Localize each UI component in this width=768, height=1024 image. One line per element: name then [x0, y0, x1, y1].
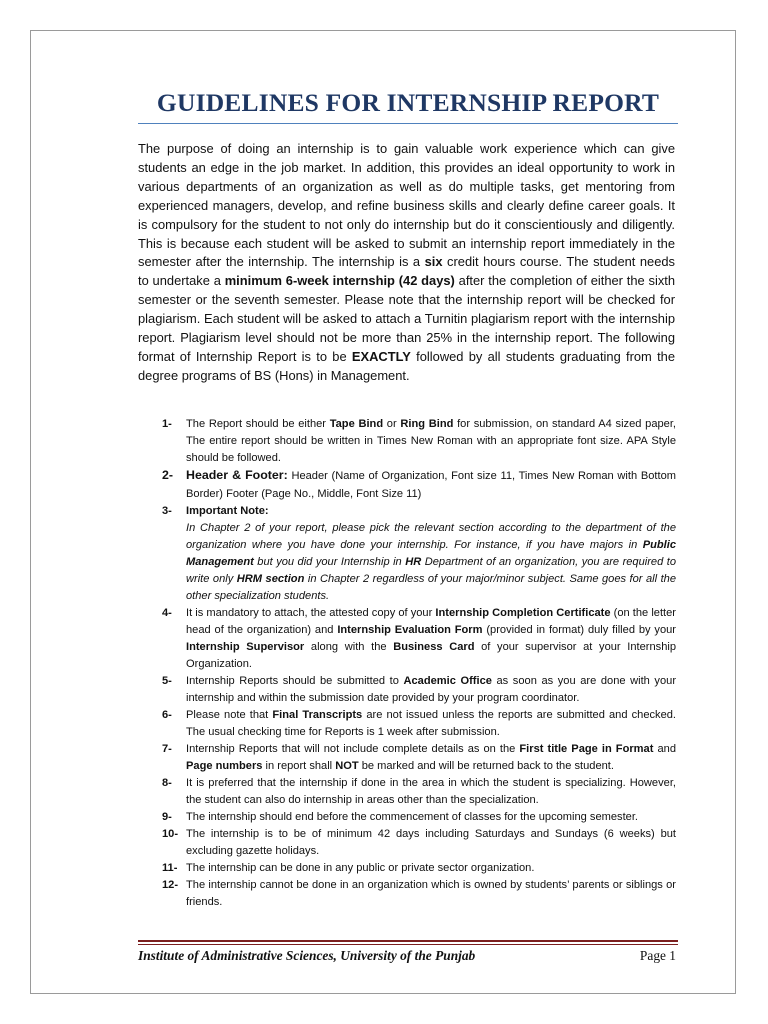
item-bold: Internship Supervisor	[186, 641, 305, 653]
intro-paragraph	[138, 140, 675, 386]
item-number: 11-	[162, 862, 178, 874]
intro-text-4: followed by all students graduating from the degree programs of BS (Hons) in Management.	[138, 348, 675, 383]
item-bold: NOT	[335, 760, 359, 772]
intro-bold-duration: minimum 6-week internship (42 days)	[224, 273, 455, 289]
item-number: 6-	[162, 709, 172, 721]
item-bold: First title Page in Format	[519, 743, 654, 755]
item-number: 5-	[162, 675, 172, 687]
item-text: It is mandatory to attach, the attested copy of your	[186, 607, 436, 619]
item-text: It is preferred that the internship if done in the area in which the student is specializing. However, the student can also do internship in areas other than the specialization.	[186, 777, 676, 806]
intro-text-2: credit hours course. The student needs to undertake a	[138, 254, 675, 289]
item-text: be marked and will be returned back to the student.	[358, 760, 614, 772]
item-text: of your supervisor at your Internship Organization.	[186, 641, 676, 670]
item-bold: Page numbers	[186, 760, 263, 772]
list-item	[138, 877, 676, 911]
item-text: are not issued unless the reports are submitted and checked. The usual checking time for Reports is 1 week after submission.	[186, 709, 677, 738]
item-bold: HRM section	[236, 573, 305, 585]
item-number: 12-	[162, 879, 179, 891]
intro-bold-six: six	[424, 254, 443, 270]
footer-institution: Institute of Administrative Sciences, University of the Punjab	[138, 948, 476, 963]
list-item	[138, 826, 676, 860]
list-item	[138, 707, 676, 741]
item-text: In Chapter 2 of your report, please pick the relevant section according to the department of the organization where you have done your internship. For instance, if you have majors in	[186, 522, 676, 551]
intro-text-1: The purpose of doing an internship is to gain valuable work experience which can give students an edge in the job market. In addition, this provides an ideal opportunity to work in various departments of an organization as well as do multiple tasks, get mentoring from experienced managers, develop, and refine business skills and clearly define career goals. It is compulsory for the student to not only do internship but do it conscientiously and diligently. This is because each student will be asked to submit an internship report immediately in the semester after the internship. The internship is a	[138, 141, 675, 270]
item-bold: Ring Bind	[400, 418, 454, 430]
item-bold: Internship Evaluation Form	[337, 624, 483, 636]
item-bold: Business Card	[393, 641, 475, 653]
guidelines-list	[138, 416, 676, 911]
footer-rule-thin	[138, 944, 678, 945]
page-title: GUIDELINES FOR INTERNSHIP REPORT	[156, 88, 660, 117]
list-item	[138, 605, 676, 673]
item-number: 1-	[162, 418, 172, 430]
item-bold: Academic Office	[403, 675, 492, 687]
item-text: Please note that	[186, 709, 273, 721]
item-text: The internship cannot be done in an organization which is owned by students’ parents or siblings or friends.	[186, 879, 676, 908]
item-number: 7-	[162, 743, 172, 755]
item-text: The internship should end before the commencement of classes for the upcoming semester.	[186, 811, 639, 823]
intro-text-3: after the completion of either the sixth semester or the seventh semester. Please note that the internship report will be checked for plagiarism. Each student will be asked to attach a Turnitin plagiarism report with the internship report. Plagiarism level should not be more than 25% in the internship report. The following format of Internship Report is to be	[138, 273, 676, 364]
item-text: or	[383, 418, 401, 430]
list-item	[138, 467, 676, 503]
important-note-heading: Important Note:	[186, 505, 269, 517]
list-item	[138, 503, 676, 605]
item-text: (on the letter head of the organization) and	[186, 607, 676, 636]
list-item	[138, 673, 676, 707]
item-text: as soon as you are done with your internship and within the submission date provided by your program coordinator.	[186, 675, 677, 704]
item-text: The internship can be done in any public or private sector organization.	[186, 862, 535, 874]
list-item	[138, 775, 676, 809]
intro-bold-exactly: EXACTLY	[351, 348, 411, 364]
item-bold: Public Management	[186, 539, 676, 568]
item-text: Internship Reports should be submitted to	[186, 675, 404, 687]
item-bold: Internship Completion Certificate	[435, 607, 611, 619]
list-item	[138, 809, 676, 826]
item-text: The internship is to be of minimum 42 days including Saturdays and Sundays (6 weeks) but excluding gazette holidays.	[186, 828, 676, 857]
item-text: along with the	[304, 641, 394, 653]
item-text: The Report should be either	[186, 418, 330, 430]
footer-page-number: Page 1	[639, 948, 676, 963]
item-text: for submission, on standard A4 sized paper, The entire report should be written in Times New Roman with an appropriate font size. APA Style should be followed.	[186, 418, 676, 464]
item-bold: Tape Bind	[329, 418, 384, 430]
item-number: 4-	[162, 607, 172, 619]
item-text: Department of an organization, you are required to write only	[186, 556, 677, 585]
item-text: Header (Name of Organization, Font size 11, Times New Roman with Bottom Border) Footer (Page No., Middle, Font Size 11)	[186, 470, 676, 500]
list-item	[138, 416, 676, 467]
title-underline	[138, 123, 678, 124]
list-item	[138, 860, 676, 877]
item-number: 10-	[162, 828, 179, 840]
item-text: and	[653, 743, 677, 755]
item-text: but you did your Internship in	[253, 556, 406, 568]
footer-rule-thick	[138, 940, 678, 942]
item-bold: Final Transcripts	[272, 709, 363, 721]
important-note-body	[186, 520, 676, 605]
item-text: Internship Reports that will not include complete details as on the	[186, 743, 520, 755]
item-number: 9-	[162, 811, 172, 823]
item-text: in report shall	[262, 760, 336, 772]
item-text: (provided in format) duly filled by your	[482, 624, 677, 636]
item-text: in Chapter 2 regardless of your major/minor subject. Same goes for all the other specialization students.	[186, 573, 676, 602]
item-bold: Header & Footer:	[186, 468, 288, 482]
item-bold: HR	[405, 556, 422, 568]
item-number: 3-	[162, 505, 172, 517]
item-number: 2-	[162, 468, 174, 482]
item-number: 8-	[162, 777, 172, 789]
list-item	[138, 741, 676, 775]
